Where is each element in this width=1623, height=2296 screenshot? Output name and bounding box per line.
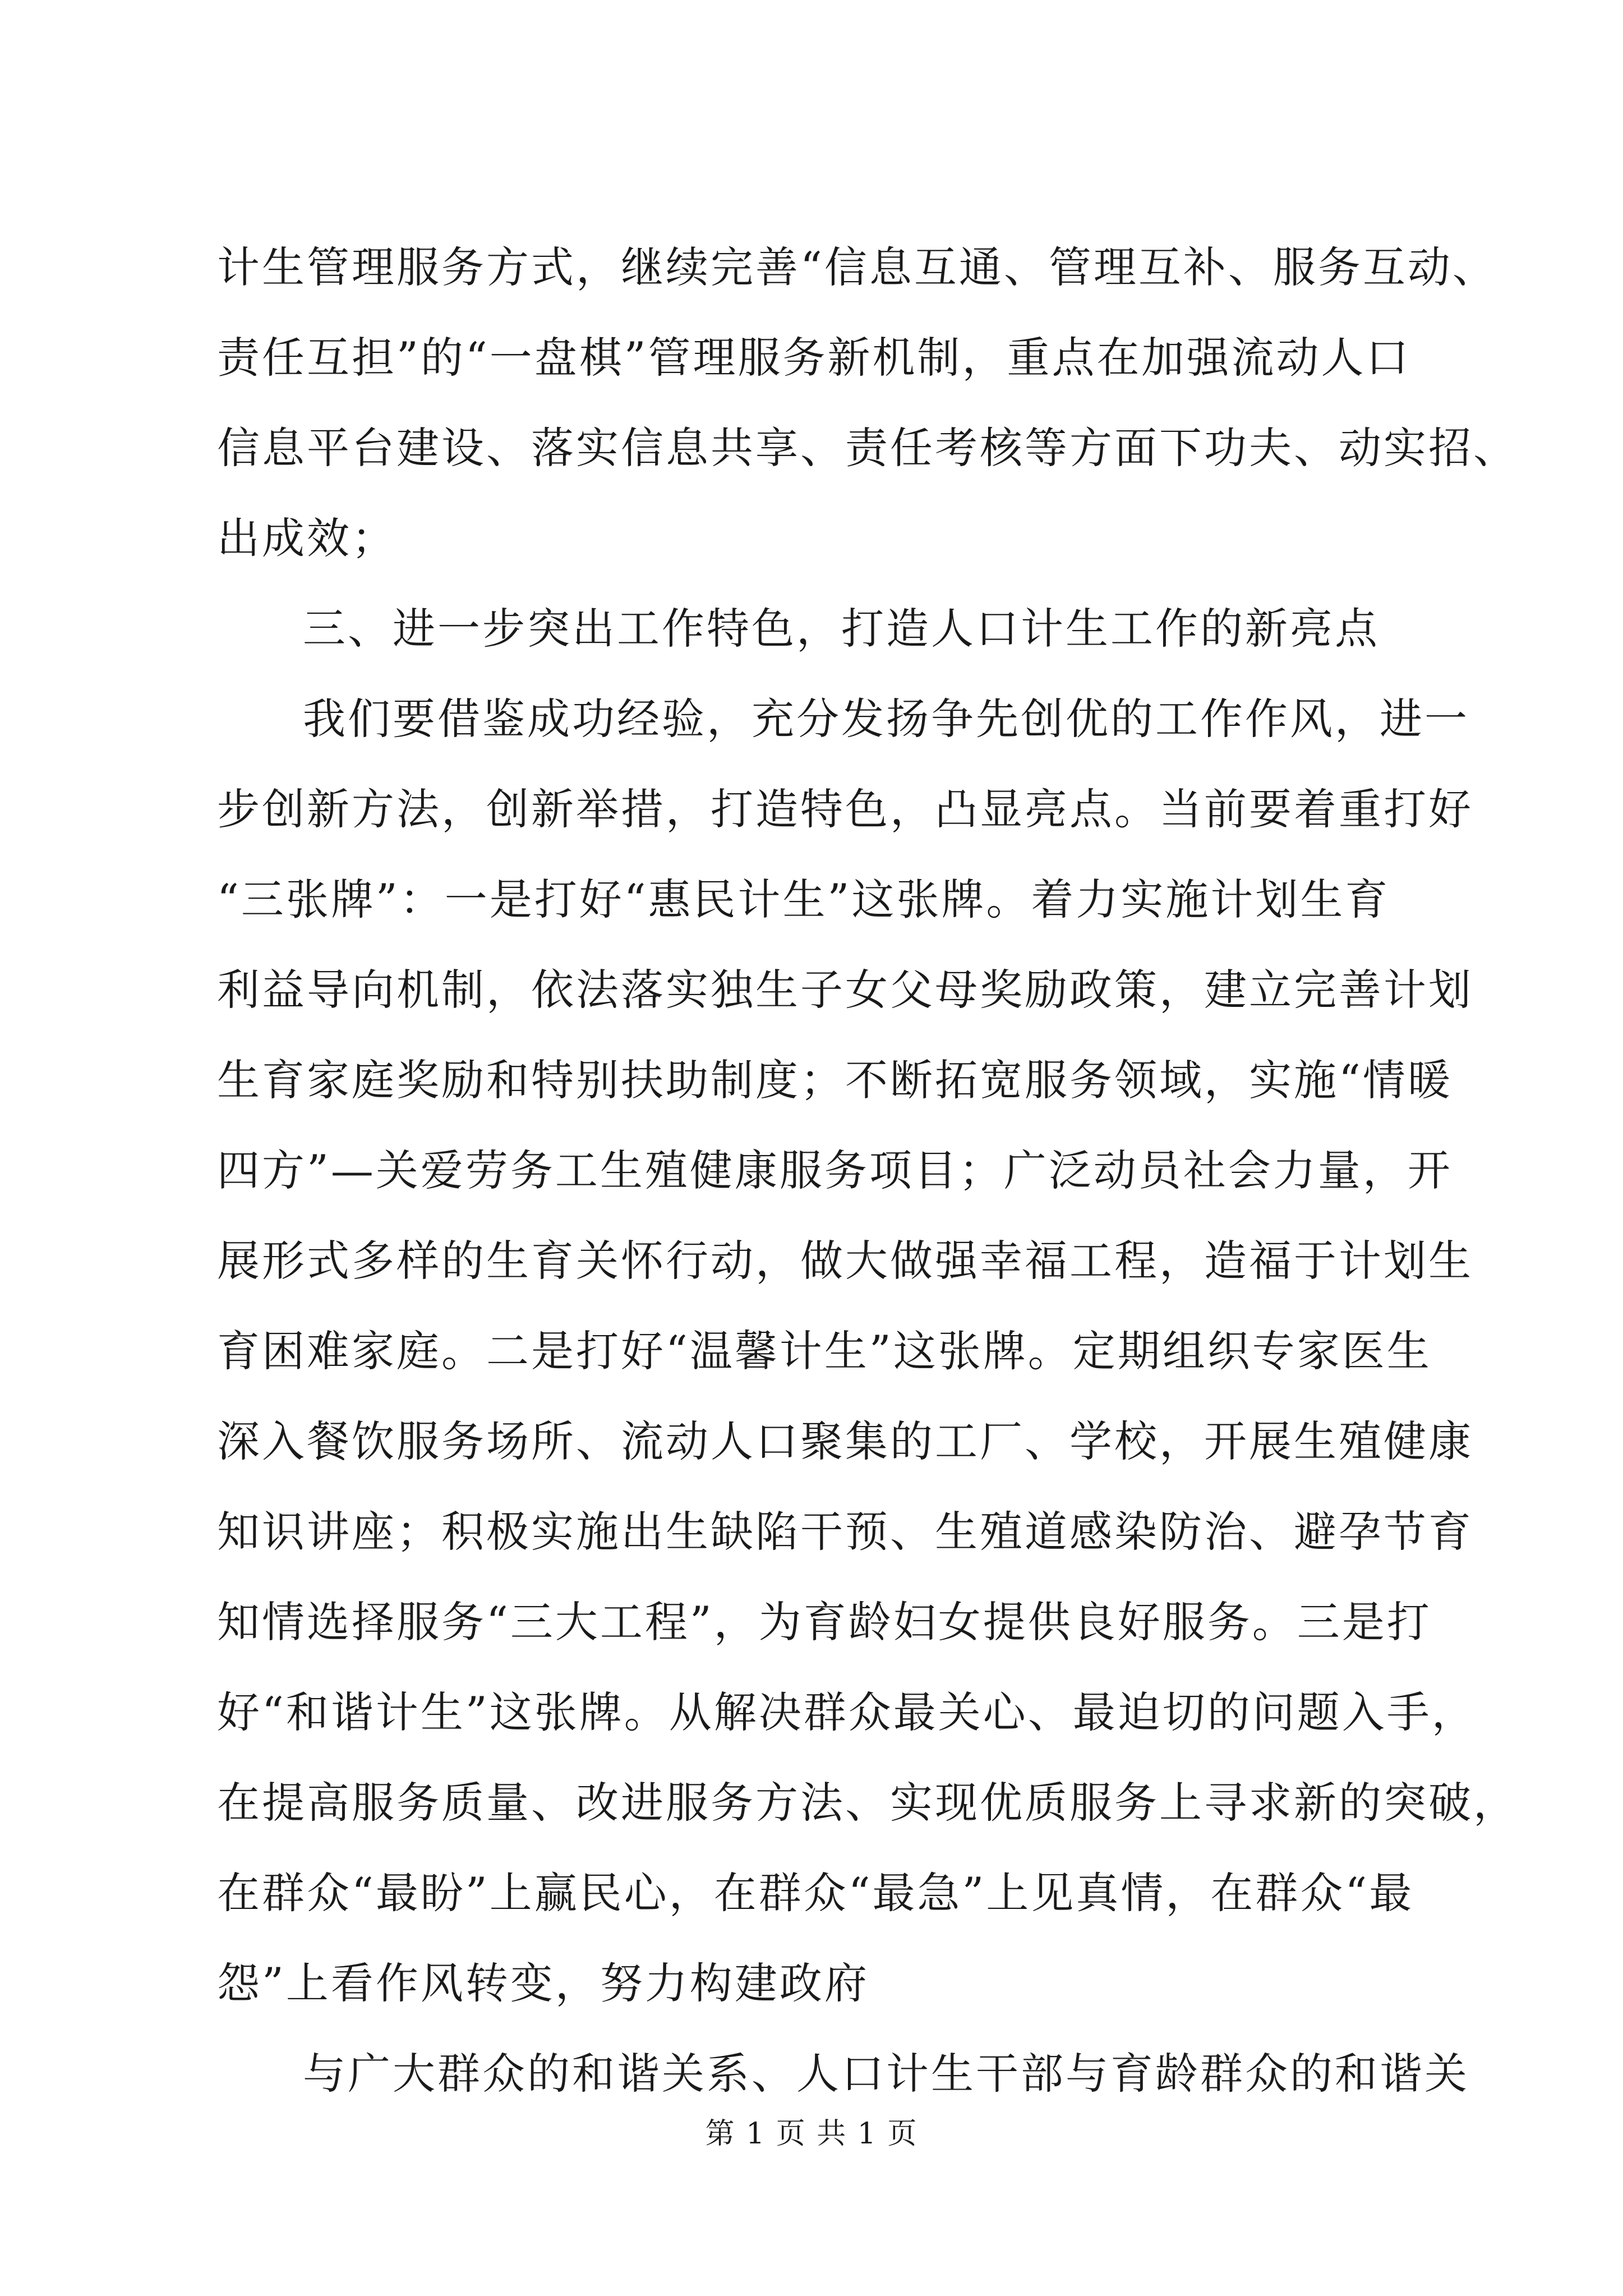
text-line-12: 展形式多样的生育关怀行动，做大做强幸福工程，造福于计划生 [217, 1236, 1473, 1286]
text-line-9: 利益导向机制，依法落实独生子女父母奖励政策，建立完善计划 [217, 965, 1473, 1015]
text-line-2: 责任互担”的“一盘棋”管理服务新机制，重点在加强流动人口 [217, 333, 1411, 383]
text-line-16: 知情选择服务“三大工程”，为育龄妇女提供良好服务。三是打 [217, 1597, 1432, 1647]
text-line-11: 四方”—关爱劳务工生殖健康服务项目；广泛动员社会力量，开 [217, 1145, 1453, 1195]
section-heading: 三、进一步突出工作特色，打造人口计生工作的新亮点 [303, 604, 1380, 654]
text-line-1: 计生管理服务方式，继续完善“信息互通、管理互补、服务互动、 [217, 242, 1497, 292]
text-line-21: 与广大群众的和谐关系、人口计生干部与育龄群众的和谐关 [303, 2049, 1469, 2099]
text-line-13: 育困难家庭。二是打好“温馨计生”这张牌。定期组织专家医生 [217, 1326, 1432, 1376]
text-line-15: 知识讲座；积极实施出生缺陷干预、生殖道感染防治、避孕节育 [217, 1507, 1473, 1557]
page-number-footer: 第 1 页 共 1 页 [705, 2117, 918, 2151]
text-line-4: 出成效； [217, 513, 396, 563]
text-line-3: 信息平台建设、落实信息共享、责任考核等方面下功夫、动实招、 [217, 423, 1518, 473]
text-line-10: 生育家庭奖励和特别扶助制度；不断拓宽服务领域，实施“情暖 [217, 1055, 1453, 1105]
text-line-20: 怨”上看作风转变，努力构建政府 [217, 1958, 869, 2008]
text-line-18: 在提高服务质量、改进服务方法、实现优质服务上寻求新的突破， [217, 1778, 1518, 1828]
text-line-8: “三张牌”：一是打好“惠民计生”这张牌。着力实施计划生育 [217, 875, 1390, 924]
text-line-14: 深入餐饮服务场所、流动人口聚集的工厂、学校，开展生殖健康 [217, 1416, 1473, 1466]
text-line-17: 好“和谐计生”这张牌。从解决群众最关心、最迫切的问题入手， [217, 1687, 1477, 1737]
text-line-7: 步创新方法，创新举措，打造特色，凸显亮点。当前要着重打好 [217, 784, 1473, 834]
text-line-6: 我们要借鉴成功经验，充分发扬争先创优的工作作风，进一 [303, 694, 1469, 744]
text-line-19: 在群众“最盼”上赢民心，在群众“最急”上见真情，在群众“最 [217, 1868, 1414, 1918]
